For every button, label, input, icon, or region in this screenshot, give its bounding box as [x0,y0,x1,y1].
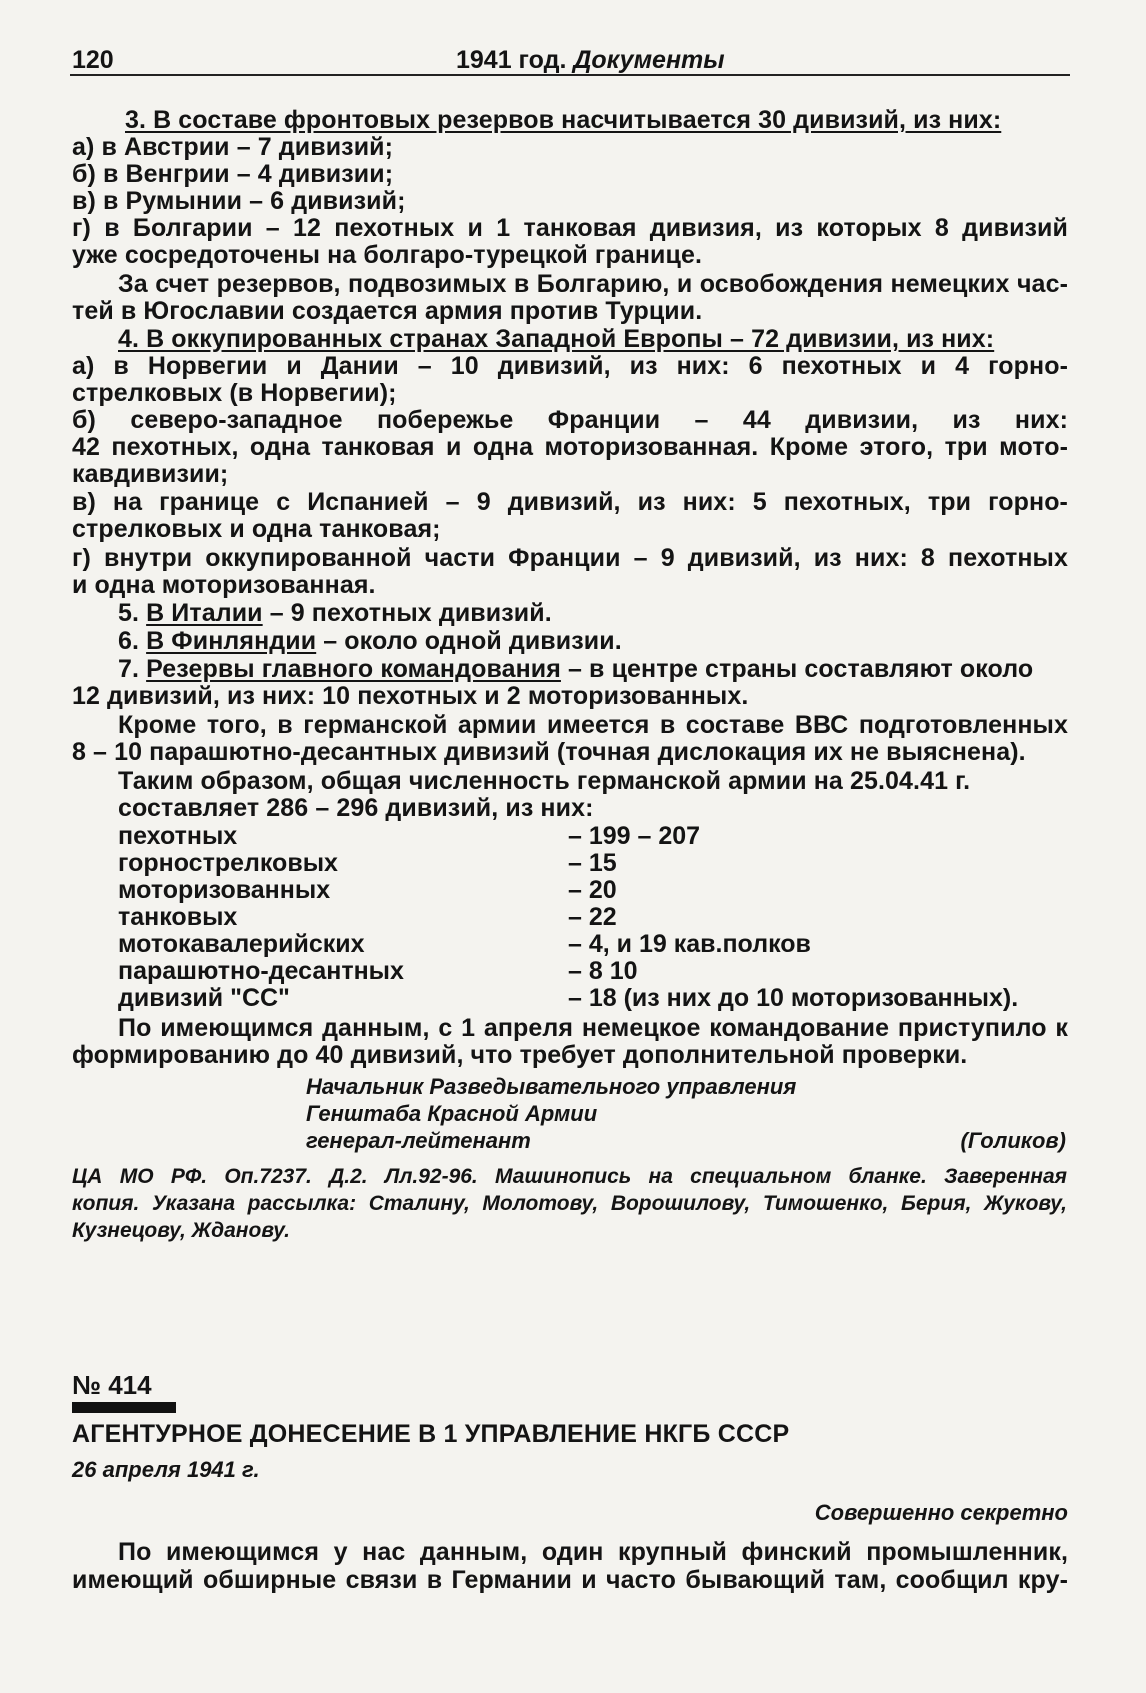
paragraph-total: составляет 286 – 296 дивизий, из них: [118,794,594,822]
document-text: По имеющимся у нас данным, один крупный финский промышленник, [118,1538,1068,1566]
section-4-line: г) внутри оккупированной части Франции – 9 дивизий, из них: 8 пехотных [72,544,1068,572]
document-page: 120 1941 год. Документы 3. В составе фронтовых резервов насчитывается 30 дивизий, из них: а) в Австрии – 7 дивизий; б) в Венгрии – 4 дивизии; в) в Румынии – 6 дивизий; г) в Болгарии – 12 пехотных и 1 танковая дивизия, из которых 8 дивизий уже сосредоточены на болгаро-турецкой границе. За счет резервов, подвозимых в Болгарию, и освобождения немецких час- тей в Югославии создается армия против Турции. 4. В оккупированных странах Западной Европы – 72 дивизии, из них: а) в Норвегии и Дании – 10 дивизий, из них: 6 пехотных и 4 горно- стрелковых (в Норвегии); б) северо-западное побережье Франции – 44 дивизии, из них: 42 пехотных, одна танковая и одна моторизованная. Кроме этого, три мото- кавдивизии; в) на границе с Испанией – 9 дивизий, из них: 5 пехотных, три горно- стрелковых и одна танковая; г) внутри оккупированной части Франции – 9 дивизий, из них: 8 пехотных и одна моторизованная. 5. В Италии – 9 пехотных дивизий. 6. В Финляндии – около одной дивизии. 7. Резервы главного командования – в центре страны составляют около 12 дивизий, из них: 10 пехотных и 2 моторизованных. Кроме того, в германской армии имеется в составе ВВС подготовленных 8 – 10 парашютно-десантных дивизий (точная дислокация их не выяснена). Таким образом, общая численность германской армии на 25.04.41 г. составляет 286 – 296 дивизий, из них: пехотных – 199 – 207 горнострелковых – 15 моторизованных – 20 танковых – 22 мотокавалерийских – 4, и 19 кав.полков парашютно-десантных – 8 10 дивизий "СС" – 18 (из них до 10 моторизованных). По имеющимся данным, с 1 апреля немецкое командование приступило к формированию до 40 дивизий, что требует дополнительной проверки. Начальник Разведывательного управления Генштаба Красной Армии генерал-лейтенант (Голиков) ЦА МО РФ. Оп.7237. Д.2. Лл.92-96. Машинопись на специальном бланке. Заверенная копия. Указана рассылка: Сталину, Молотову, Ворошилову, Тимошенко, Берия, Жукову, Кузнецову, Жданову. № 414 АГЕНТУРНОЕ ДОНЕСЕНИЕ В 1 УПРАВЛЕНИЕ НКГБ СССР 26 апреля 1941 г. Совершенно секретно По имеющимся у нас данным, один крупный финский промышленник, имеющий обширные связи в Германии и часто бывающий там, сообщил кру- [0,0,1146,1693]
paragraph-vvs: 8 – 10 парашютно-десантных дивизий (точная дислокация их не выяснена). [72,738,1026,766]
section-3-item: уже сосредоточены на болгаро-турецкой границе. [72,241,703,269]
section-4-line: кавдивизии; [72,460,229,488]
section-3-paragraph: тей в Югославии создается армия против Турции. [72,297,703,325]
page-header [70,40,1070,76]
document-text: имеющий обширные связи в Германии и часто бывающий там, сообщил кру- [72,1566,1068,1594]
document-title: АГЕНТУРНОЕ ДОНЕСЕНИЕ В 1 УПРАВЛЕНИЕ НКГБ СССР [72,1420,790,1448]
section-3-heading: 3. В составе фронтовых резервов насчитывается 30 дивизий, из них: [125,106,1002,134]
archive-source: ЦА МО РФ. Оп.7237. Д.2. Лл.92-96. Машинопись на специальном бланке. Заверенная копия. Указана рассылка: Сталину, Молотову, Ворошилову, Тимошенко, Берия, Жукову, Кузнецову, Жданову. [72,1165,1067,1242]
signature-line: Начальник Разведывательного управления [306,1074,797,1099]
section-3-paragraph: За счет резервов, подвозимых в Болгарию, и освобождения немецких час- [118,270,1068,298]
section-4-line: 42 пехотных, одна танковая и одна моторизованная. Кроме этого, три мото- [72,433,1068,461]
closing-paragraph: По имеющимся данным, с 1 апреля немецкое командование приступило к [118,1014,1068,1042]
running-title: 1941 год. Документы [456,46,725,74]
signature-line: генерал-лейтенант [306,1128,531,1153]
paragraph-total: Таким образом, общая численность германской армии на 25.04.41 г. [118,767,971,795]
signature-line: Генштаба Красной Армии [306,1101,598,1126]
section-3-item: г) в Болгарии – 12 пехотных и 1 танковая дивизия, из которых 8 дивизий [72,214,1068,242]
document-date: 26 апреля 1941 г. [72,1457,260,1482]
section-7-line: 12 дивизий, из них: 10 пехотных и 2 моторизованных. [72,682,749,710]
section-4-line: а) в Норвегии и Дании – 10 дивизий, из них: 6 пехотных и 4 горно- [72,352,1068,380]
section-4-line: стрелковых (в Норвегии); [72,379,397,407]
page-number: 120 [72,46,114,74]
section-3-item: в) в Румынии – 6 дивизий; [72,187,406,215]
closing-paragraph: формированию до 40 дивизий, что требует дополнительной проверки. [72,1041,968,1069]
classification-mark: Совершенно секретно [814,1500,1068,1525]
section-4-heading: 4. В оккупированных странах Западной Европы – 72 дивизии, из них: [118,325,995,353]
section-7: 7. Резервы главного командования – в центре страны составляют около [118,655,1034,683]
section-4-line: и одна моторизованная. [72,571,376,599]
section-4-line: в) на границе с Испанией – 9 дивизий, из них: 5 пехотных, три горно- [72,488,1068,516]
section-4-line: б) северо-западное побережье Франции – 44 дивизии, из них: [72,406,1068,434]
section-4-line: стрелковых и одна танковая; [72,515,441,543]
document-number: № 414 [72,1370,152,1400]
signature-name: (Голиков) [960,1128,1066,1153]
section-3-item: а) в Австрии – 7 дивизий; [72,133,394,161]
paragraph-vvs: Кроме того, в германской армии имеется в составе ВВС подготовленных [118,711,1068,739]
section-3-item: б) в Венгрии – 4 дивизии; [72,160,394,188]
section-6: 6. В Финляндии – около одной дивизии. [118,627,622,655]
section-5: 5. В Италии – 9 пехотных дивизий. [118,599,552,627]
title-bar-divider [72,1402,176,1413]
